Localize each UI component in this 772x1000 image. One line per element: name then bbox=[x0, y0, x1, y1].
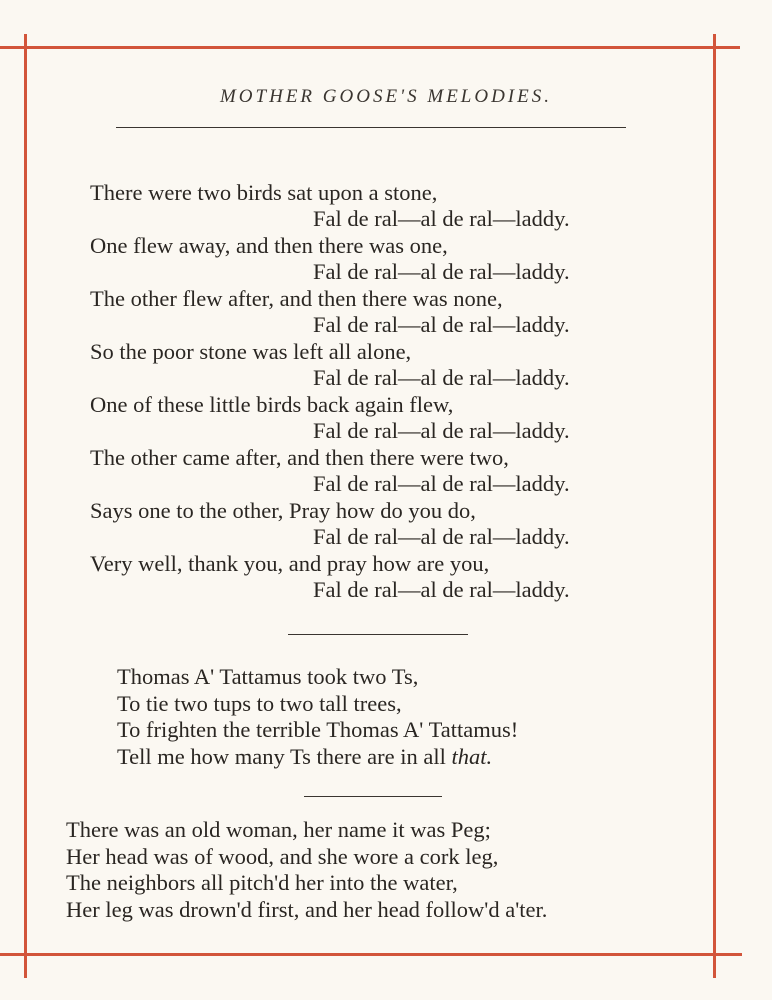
poem-line: Her head was of wood, and she wore a cork leg, bbox=[66, 844, 499, 869]
frame-right bbox=[713, 34, 716, 978]
frame-top bbox=[0, 46, 740, 49]
poem-line: To frighten the terrible Thomas A' Tattamus! bbox=[117, 717, 519, 742]
poem-line: One flew away, and then there was one, bbox=[90, 233, 448, 258]
poem-line: Thomas A' Tattamus took two Ts, bbox=[117, 664, 419, 689]
poem-refrain: Fal de ral—al de ral—laddy. bbox=[313, 524, 570, 549]
poem-refrain: Fal de ral—al de ral—laddy. bbox=[313, 365, 570, 390]
frame-left bbox=[24, 34, 27, 978]
frame-bottom bbox=[0, 953, 742, 956]
poem-line: To tie two tups to two tall trees, bbox=[117, 691, 402, 716]
header-rule bbox=[116, 127, 626, 128]
poem-line: There were two birds sat upon a stone, bbox=[90, 180, 438, 205]
poem-line: Her leg was drown'd first, and her head follow'd a'ter. bbox=[66, 897, 548, 922]
poem-refrain: Fal de ral—al de ral—laddy. bbox=[313, 206, 570, 231]
poem-line: Very well, thank you, and pray how are you, bbox=[90, 551, 490, 576]
poem-refrain: Fal de ral—al de ral—laddy. bbox=[313, 418, 570, 443]
emphasized-word: that. bbox=[451, 744, 493, 769]
poem-line: Says one to the other, Pray how do you do, bbox=[90, 498, 476, 523]
section-divider bbox=[288, 634, 468, 635]
page-header: MOTHER GOOSE'S MELODIES. bbox=[219, 86, 552, 107]
poem-line-text: Tell me how many Ts there are in all bbox=[117, 744, 452, 769]
poem-line: The other flew after, and then there was none, bbox=[90, 286, 503, 311]
poem-line: So the poor stone was left all alone, bbox=[90, 339, 412, 364]
poem-line: The other came after, and then there were two, bbox=[90, 445, 509, 470]
poem-line bbox=[117, 744, 492, 770]
poem-line: The neighbors all pitch'd her into the water, bbox=[66, 870, 458, 895]
poem-refrain: Fal de ral—al de ral—laddy. bbox=[313, 312, 570, 337]
poem-line: One of these little birds back again flew, bbox=[90, 392, 454, 417]
poem-line: There was an old woman, her name it was Peg; bbox=[66, 817, 491, 842]
section-divider bbox=[304, 796, 442, 797]
poem-refrain: Fal de ral—al de ral—laddy. bbox=[313, 471, 570, 496]
poem-refrain: Fal de ral—al de ral—laddy. bbox=[313, 577, 570, 602]
poem-refrain: Fal de ral—al de ral—laddy. bbox=[313, 259, 570, 284]
